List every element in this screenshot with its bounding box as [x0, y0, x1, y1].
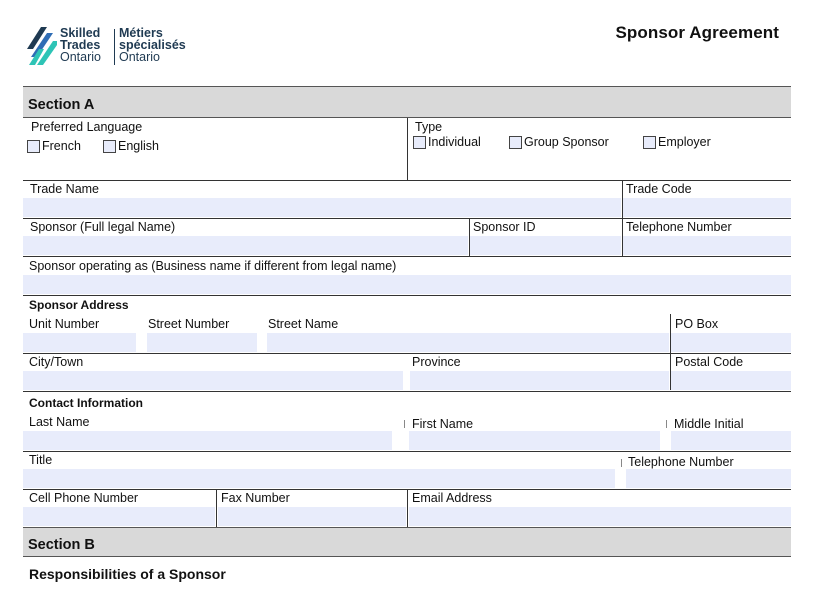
section-a-header: [23, 86, 791, 118]
divider: [407, 118, 408, 180]
sponsor-name-input[interactable]: [23, 236, 468, 255]
street-number-label: Street Number: [148, 317, 230, 331]
email-label: Email Address: [412, 491, 492, 505]
section-a-title: Section A: [28, 97, 95, 113]
divider: [621, 459, 622, 467]
street-number-input[interactable]: [147, 333, 257, 352]
group-sponsor-label: Group Sponsor: [524, 135, 609, 149]
unit-number-label: Unit Number: [29, 317, 100, 331]
postal-code-label: Postal Code: [675, 355, 744, 369]
sponsor-id-label: Sponsor ID: [473, 220, 536, 234]
trade-name-input[interactable]: [23, 198, 621, 217]
last-name-label: Last Name: [29, 415, 90, 429]
fax-number-input[interactable]: [218, 507, 406, 526]
logo: [27, 27, 202, 67]
trade-code-input[interactable]: [623, 198, 791, 217]
divider: [23, 256, 791, 257]
po-box-label: PO Box: [675, 317, 719, 331]
divider: [23, 391, 791, 392]
french-label: French: [42, 139, 81, 153]
french-checkbox[interactable]: [27, 140, 40, 153]
divider: [23, 218, 791, 219]
type-option-individual[interactable]: [413, 135, 481, 149]
street-name-label: Street Name: [268, 317, 339, 331]
logo-text-fr-3: Ontario: [119, 50, 160, 64]
preferred-language-label: Preferred Language: [31, 120, 143, 134]
divider: [404, 420, 405, 428]
cell-phone-label: Cell Phone Number: [29, 491, 139, 505]
employer-checkbox[interactable]: [643, 136, 656, 149]
operating-as-input[interactable]: [23, 275, 791, 294]
divider: [23, 353, 791, 354]
street-name-input[interactable]: [267, 333, 669, 352]
operating-as-label: Sponsor operating as (Business name if different from legal name): [29, 259, 397, 273]
contact-title-label: Title: [29, 453, 53, 467]
city-input[interactable]: [23, 371, 403, 390]
trade-code-label: Trade Code: [626, 182, 692, 196]
contact-info-heading: Contact Information: [29, 396, 143, 410]
sponsor-id-input[interactable]: [470, 236, 621, 255]
first-name-label: First Name: [412, 417, 474, 431]
logo-text-en-1: Skilled: [60, 26, 101, 40]
type-label: Type: [415, 120, 443, 134]
logo-mark-icon: [27, 27, 57, 65]
employer-label: Employer: [658, 135, 711, 149]
unit-number-input[interactable]: [23, 333, 136, 352]
trade-name-label: Trade Name: [30, 182, 100, 196]
logo-text-fr-2: spécialisés: [119, 38, 186, 52]
section-b-header: [23, 527, 791, 557]
last-name-input[interactable]: [23, 431, 392, 450]
individual-label: Individual: [428, 135, 481, 149]
responsibilities-heading: Responsibilities of a Sponsor: [29, 566, 226, 582]
individual-checkbox[interactable]: [413, 136, 426, 149]
contact-title-input[interactable]: [23, 469, 615, 488]
sponsor-telephone-input[interactable]: [623, 236, 791, 255]
sponsor-address-heading: Sponsor Address: [29, 298, 129, 312]
city-label: City/Town: [29, 355, 84, 369]
language-option-french[interactable]: [27, 139, 81, 153]
first-name-input[interactable]: [409, 431, 660, 450]
logo-text-en-3: Ontario: [60, 50, 101, 64]
middle-initial-input[interactable]: [671, 431, 791, 450]
province-label: Province: [412, 355, 461, 369]
english-label: English: [118, 139, 159, 153]
sponsor-name-label: Sponsor (Full legal Name): [30, 220, 176, 234]
logo-text-en-2: Trades: [60, 38, 101, 52]
fax-number-label: Fax Number: [221, 491, 290, 505]
contact-telephone-label: Telephone Number: [628, 455, 734, 469]
group-sponsor-checkbox[interactable]: [509, 136, 522, 149]
type-option-group-sponsor[interactable]: [509, 135, 609, 149]
province-input[interactable]: [410, 371, 669, 390]
divider: [23, 295, 791, 296]
section-b-title: Section B: [28, 537, 95, 553]
po-box-input[interactable]: [671, 333, 791, 352]
divider: [23, 451, 791, 452]
sponsor-telephone-label: Telephone Number: [626, 220, 732, 234]
language-option-english[interactable]: [103, 139, 159, 153]
document-title: Sponsor Agreement: [615, 23, 779, 42]
logo-text-fr-1: Métiers: [119, 26, 163, 40]
middle-initial-label: Middle Initial: [674, 417, 744, 431]
email-input[interactable]: [409, 507, 791, 526]
logo-divider: [114, 29, 115, 65]
divider: [23, 180, 791, 181]
contact-telephone-input[interactable]: [626, 469, 791, 488]
postal-code-input[interactable]: [671, 371, 791, 390]
divider: [666, 420, 667, 428]
english-checkbox[interactable]: [103, 140, 116, 153]
type-option-employer[interactable]: [643, 135, 711, 149]
divider: [407, 489, 408, 527]
cell-phone-input[interactable]: [23, 507, 215, 526]
divider: [216, 489, 217, 527]
